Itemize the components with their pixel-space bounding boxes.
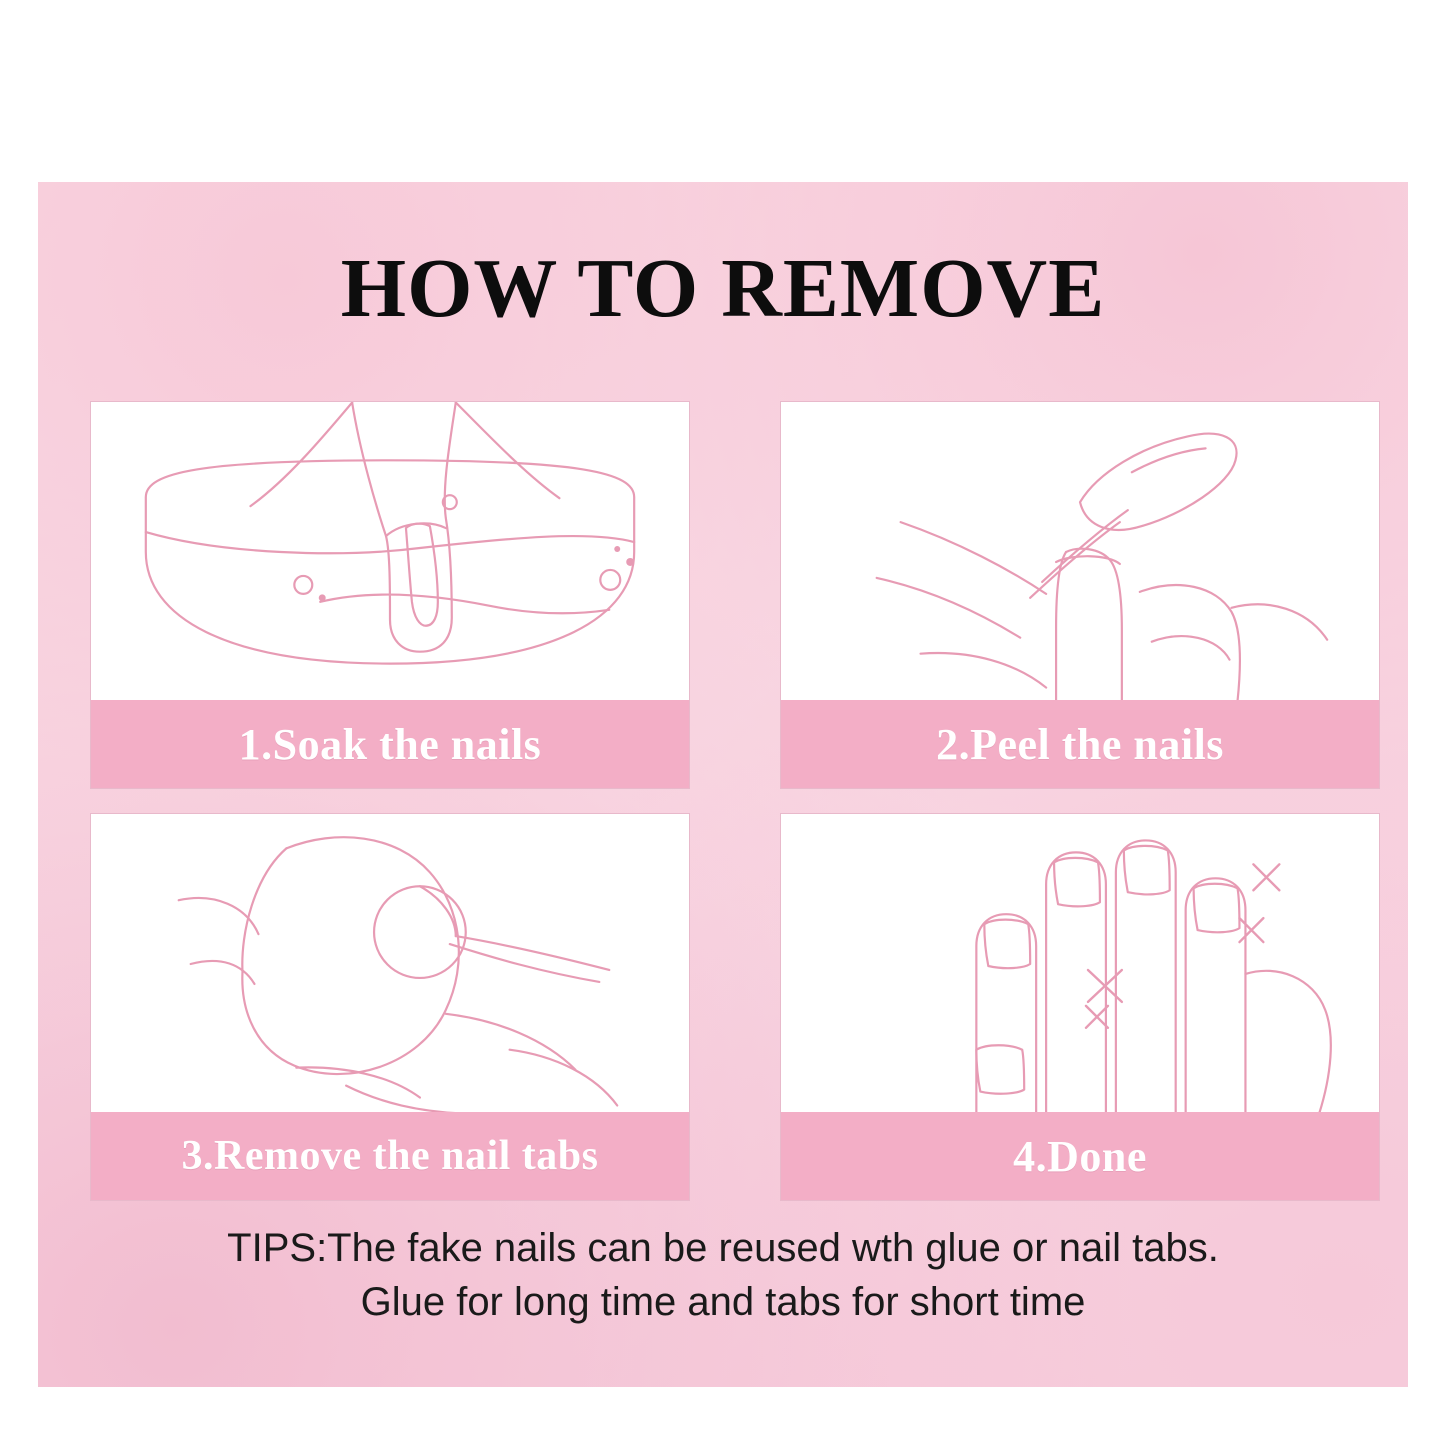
step-caption-1: 1.Soak the nails [91, 700, 689, 788]
tips-line-1: TIPS:The fake nails can be reused wth glue or nail tabs. [227, 1226, 1219, 1270]
tips-text [38, 1222, 1408, 1329]
step-caption-2: 2.Peel the nails [781, 700, 1379, 788]
step-card-2 [780, 401, 1380, 789]
step-card-1 [90, 401, 690, 789]
remove-nail-tabs-illustration [91, 814, 689, 1114]
step-card-3 [90, 813, 690, 1201]
step-caption-3: 3.Remove the nail tabs [91, 1112, 689, 1200]
done-illustration-card [780, 813, 1380, 1201]
how-to-remove-poster [38, 182, 1408, 1387]
soak-nails-illustration [91, 402, 689, 702]
page-title: HOW TO REMOVE [340, 242, 1106, 335]
steps-grid [90, 401, 1380, 1201]
peel-nails-illustration [781, 402, 1379, 702]
tips-line-2: Glue for long time and tabs for short time [360, 1279, 1086, 1324]
done-illustration [781, 814, 1379, 1114]
step-caption-4: 4.Done [781, 1112, 1379, 1200]
